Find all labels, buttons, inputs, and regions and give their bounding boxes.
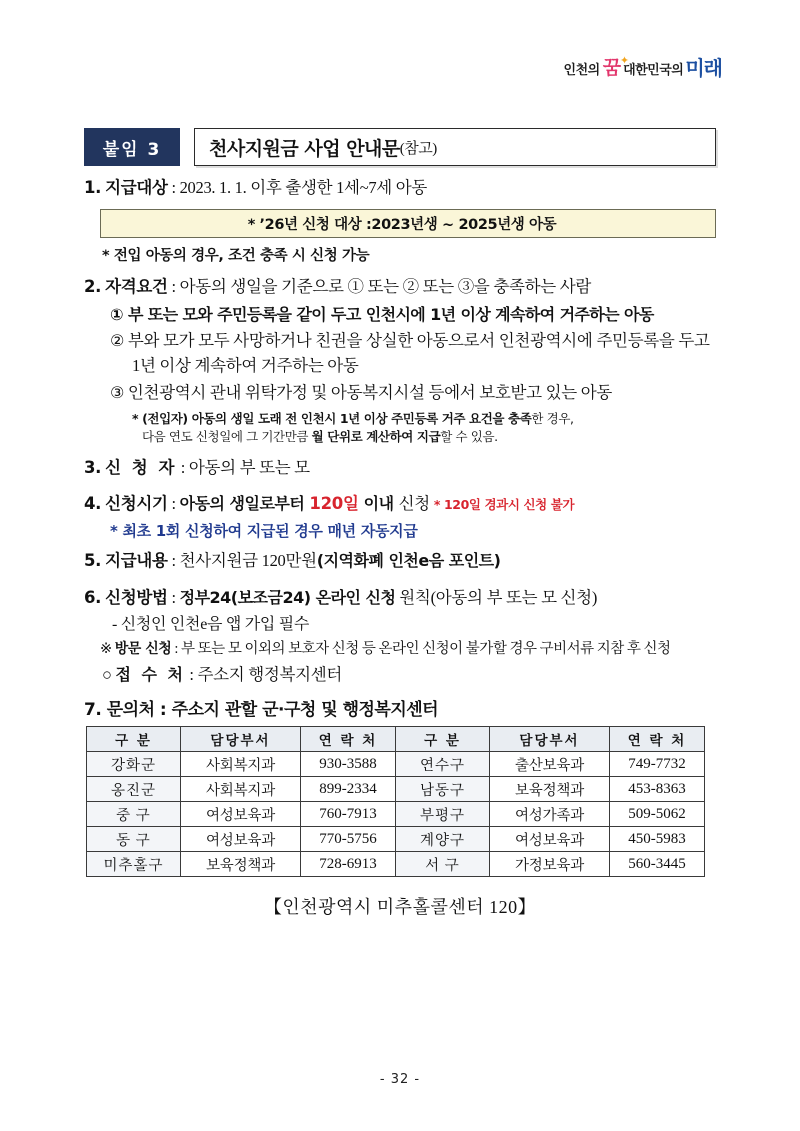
cell-region: 동 구 [87,827,181,852]
page-title: 천사지원금 사업 안내문 [209,137,400,160]
cell-region: 서 구 [396,852,490,877]
th-dept-right: 담당부서 [490,727,610,752]
circled-1-marker: ① [110,305,123,325]
cell-tel: 749-7732 [610,752,705,777]
fine-note-line2-c: 할 수 있음. [440,428,498,444]
attachment-badge: 붙임 3 [84,128,180,166]
table-row [87,802,705,827]
visit-note-marker: ※ [100,641,115,658]
section-7-label: 문의처 [106,700,155,721]
page-number: - 32 - [379,1072,421,1087]
th-dept-left: 담당부서 [181,727,301,752]
section-4-days-highlight: 120일 [309,494,359,514]
section-6-plain-text: 원칙(아동의 부 또는 모 신청) [395,587,598,607]
section-3-label: 신 청 자 [105,457,177,477]
cell-tel: 899-2334 [301,777,396,802]
section-3-colon: : [176,457,189,477]
cell-tel: 770-5756 [301,827,396,852]
reception-marker: ○ [102,665,116,685]
section-4-application-period [84,492,716,517]
callout-red-text: 2023년생 ~ 2025년생 아동 [371,216,557,233]
section-6-bold-text: 정부24(보조금24) 온라인 신청 [179,587,396,607]
section-6-visit-note [100,637,716,658]
section-2-sub-2 [110,329,716,379]
cell-dept: 여성보육과 [490,827,610,852]
section-7-colon: : [154,700,172,721]
section-3-text: 아동의 부 또는 모 [188,457,310,477]
logo-text-incheon: 인천의 [563,63,600,78]
section-2-sub-1-text: 부 또는 모와 주민등록을 같이 두고 인천시에 1년 이상 계속하여 거주하는 아동 [127,305,654,325]
cell-dept: 사회복지과 [181,777,301,802]
section-1-number: 1. [84,178,102,197]
circled-3-marker: ③ [110,382,125,402]
section-2-sub-2-text: 부와 모가 모두 사망하거나 친권을 상실한 아동으로서 인천광역시에 주민등록을 두고 1년 이상 계속하여 거주하는 아동 [127,331,710,376]
cell-dept: 보육정책과 [490,777,610,802]
cell-dept: 여성보육과 [181,802,301,827]
section-7-text: 주소지 관할 군·구청 및 행정복지센터 [171,700,439,721]
section-5-text-b: (지역화폐 인천e음 포인트) [316,551,501,571]
section-6-how-to-apply [84,586,716,611]
cell-region: 강화군 [87,752,181,777]
section-6-dash-note: - 신청인 인천e음 앱 가입 필수 [112,616,310,634]
callout-prefix: * ’26년 신청 대상 : [247,216,372,233]
reception-text: : 주소지 행정복지센터 [185,665,343,685]
th-region-left: 구 분 [87,727,181,752]
cell-dept: 가정보육과 [490,852,610,877]
incheon-logo [563,54,722,80]
document-body [84,176,716,919]
th-region-right: 구 분 [396,727,490,752]
cell-tel: 728-6913 [301,852,396,877]
cell-region: 옹진군 [87,777,181,802]
table-header-row [87,727,705,752]
section-6-label: 신청방법 [105,587,168,607]
cell-tel: 560-3445 [610,852,705,877]
cell-dept: 보육정책과 [181,852,301,877]
table-row [87,827,705,852]
section-4-label: 신청시기 [105,494,168,514]
section-3-applicant [84,456,716,481]
call-center-line: 【인천광역시 미추홀콜센터 120】 [263,897,537,918]
logo-text-future: 미래 [685,56,722,80]
cell-dept: 출산보육과 [490,752,610,777]
section-4-colon: : [167,494,180,514]
section-2-fine-note [132,410,716,446]
visit-note-bold: 방문 신청 [114,641,172,658]
title-box [194,128,716,166]
cell-dept: 여성가족과 [490,802,610,827]
star-icon: ✦ [619,54,629,67]
section-2-sub-3-text: 인천광역시 관내 위탁가정 및 아동복지시설 등에서 보호받고 있는 아동 [127,382,613,402]
section-7-contact [84,695,716,720]
fine-note-line1-rest: 한 경우, [531,410,574,426]
logo-dream-glyph: 꿈 [602,57,621,79]
section-2-sub-3 [110,381,716,406]
section-4-number: 4. [84,494,102,514]
circled-2-marker: ② [110,331,125,351]
eligibility-highlight-box [100,209,716,238]
fine-note-line2-a: 다음 연도 신청일에 그 기간만큼 [142,428,312,444]
section-1-text: 2023. 1. 1. 이후 출생한 1세~7세 아동 [179,178,428,197]
section-5-colon: : [167,551,180,571]
table-row [87,852,705,877]
section-6-colon: : [167,587,180,607]
cell-region: 남동구 [396,777,490,802]
attachment-title-row [84,128,716,166]
section-2-qualification [84,275,716,300]
table-row [87,777,705,802]
cell-region: 중 구 [87,802,181,827]
logo-text-korea: 대한민국의 [623,63,684,78]
logo-text-dream [602,54,629,79]
section-5-number: 5. [84,551,102,571]
section-5-label: 지급내용 [105,551,168,571]
section-5-payment-content [84,549,716,574]
section-2-text: 아동의 생일을 기준으로 ① 또는 ② 또는 ③을 충족하는 사람 [179,276,592,296]
visit-note-plain: : 부 또는 모 이외의 보호자 신청 등 온라인 신청이 불가할 경우 구비서류 지참 후 신청 [171,641,671,658]
cell-region: 미추홀구 [87,852,181,877]
fine-note-line1-bold: * (전입자) 아동의 생일 도래 전 인천시 1년 이상 주민등록 거주 요건을 충족 [132,410,532,426]
section-3-number: 3. [84,457,102,477]
section-4-text-a: 아동의 생일로부터 [179,494,310,514]
cell-tel: 453-8363 [610,777,705,802]
section-1-note: * 전입 아동의 경우, 조건 충족 시 신청 가능 [102,247,370,264]
table-row [87,752,705,777]
section-2-number: 2. [84,276,102,296]
section-1-payment-target [84,176,716,201]
cell-dept: 여성보육과 [181,827,301,852]
cell-tel: 930-3588 [301,752,396,777]
th-tel-right: 연 락 처 [610,727,705,752]
section-2-sub-1 [110,303,716,327]
section-2-colon: : [167,276,180,296]
cell-tel: 760-7913 [301,802,396,827]
cell-region: 연수구 [396,752,490,777]
reception-label: 접 수 처 [115,665,186,685]
cell-tel: 450-5983 [610,827,705,852]
cell-region: 계양구 [396,827,490,852]
section-7-number: 7. [84,700,102,721]
th-tel-left: 연 락 처 [301,727,396,752]
cell-region: 부평구 [396,802,490,827]
contact-table [86,726,705,877]
cell-dept: 사회복지과 [181,752,301,777]
section-4-blue-note: * 최초 1회 신청하여 지급된 경우 매년 자동지급 [110,522,418,541]
section-4-text-c: 신청 [398,494,430,514]
cell-tel: 509-5062 [610,802,705,827]
fine-note-line2-b: 월 단위로 계산하여 지급 [311,428,441,444]
section-2-label: 자격요건 [105,276,168,296]
page-title-note: (참고) [399,140,437,157]
section-5-text-a: 천사지원금 120만원 [179,551,317,571]
section-4-text-b: 이내 [358,494,399,514]
section-6-number: 6. [84,587,102,607]
section-4-red-warning: * 120일 경과시 신청 불가 [433,497,575,513]
section-1-colon: : [167,178,180,197]
section-6-reception-line [102,661,716,685]
section-1-label: 지급대상 [105,178,168,197]
